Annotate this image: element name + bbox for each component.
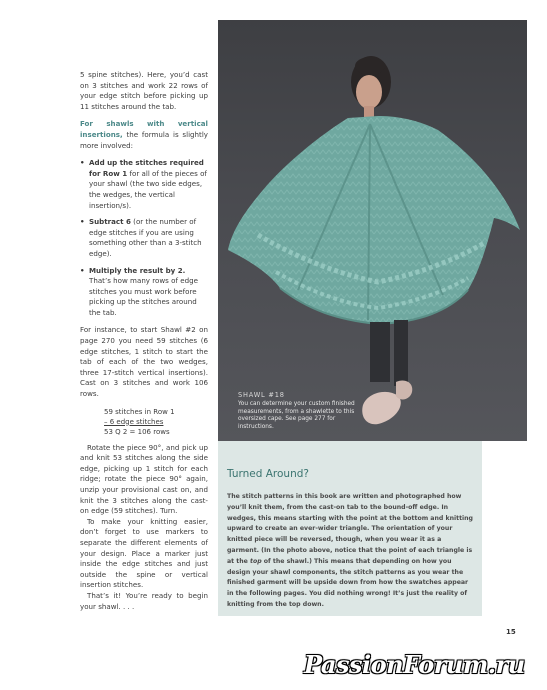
shawl-photo xyxy=(218,20,527,441)
body-text-column xyxy=(80,70,208,612)
sidebar-text-italic: top xyxy=(250,557,262,565)
paragraph: For instance, to start Shawl #2 on page 270 you need 59 stitches (6 edge stitches, 1 stitch to start the tab of each of the two wedges, three 17-stitch vertical insertions). Cast on 3 stitches and work 106 rows. xyxy=(80,325,208,399)
calc-line: 59 stitches in Row 1 xyxy=(104,407,175,416)
calc-line: – 6 edge stitches xyxy=(104,417,164,426)
sidebar-title: Turned Around? xyxy=(227,468,309,480)
list-item-text: (or the number of edge stitches if you are using something other than a 3-stitch edge). xyxy=(89,217,202,258)
watermark: PassionForum.ru xyxy=(304,650,525,679)
paragraph xyxy=(80,119,208,151)
list-item-text: That’s how many rows of edge stitches you must work before picking up the stitches around the tab. xyxy=(89,276,198,317)
list-item xyxy=(80,266,208,319)
paragraph: Rotate the piece 90°, and pick up and knit 53 stitches along the side edge, picking up 1 stitch for each ridge; rotate the piece 90° again, unzip your provisional cast on, and knit the 3 stitches along the cast-on edge (59 stitches). Turn. xyxy=(80,442,208,516)
paragraph-text: the formula is slightly more involved: xyxy=(80,129,208,150)
paragraph: 5 spine stitches). Here, you’d cast on 3 stitches and work 22 rows of your edge stitch before picking up 11 stitches around the tab. xyxy=(80,70,208,111)
sidebar-box xyxy=(218,441,482,616)
page-number: 15 xyxy=(506,628,516,636)
list-item xyxy=(80,217,208,259)
calc-line: 53 Q 2 = 106 rows xyxy=(104,427,170,436)
shawl-illustration xyxy=(218,20,527,441)
photo-caption xyxy=(238,392,363,431)
sidebar-text-part: of the shawl.) This means that depending on how you design your shawl components, the stitch patterns as you wear the finished garment will be upside down from how the swatches appear in the following pages. You did nothing wrong! It’s just the reality of knitting from the top down. xyxy=(227,557,469,608)
list-item-text: for all of the pieces of your shawl (the two side edges, the wedges, the vertical insertion/s). xyxy=(89,168,207,210)
caption-title: SHAWL #18 xyxy=(238,391,285,399)
list-item-lead: Subtract 6 xyxy=(89,217,131,227)
bullet-list xyxy=(80,158,208,318)
paragraph: That’s it! You’re ready to begin your shawl. . . . xyxy=(80,590,208,611)
subhead: For shawls with vertical insertions, xyxy=(80,119,208,139)
sidebar-text xyxy=(227,492,475,611)
paragraph: To make your knitting easier, don’t forget to use markers to separate the different elements of your design. Place a marker just inside the edge stitches and just outside the spine or vertical insertion stitches. xyxy=(80,516,208,590)
list-item xyxy=(80,158,208,211)
list-item-lead: Add up the stitches required for Row 1 xyxy=(89,158,204,178)
caption-text: You can determine your custom finished measurements, from a shawlette to this oversized cape. See page 277 for instructions. xyxy=(238,401,355,430)
list-item-lead: Multiply the result by 2. xyxy=(89,265,186,275)
calculation-block xyxy=(104,407,208,437)
sidebar-text-part: The stitch patterns in this book are written and photographed how you’ll knit them, from the cast-on tab to the bound-off edge. In wedges, this means starting with the point at the bottom and knitting upward to create an ever-wider triangle. The orientation of your knitted piece will be reversed, though, when you wear it as a garment. (In the photo above, notice that the point of each triangle is at the xyxy=(227,493,473,565)
